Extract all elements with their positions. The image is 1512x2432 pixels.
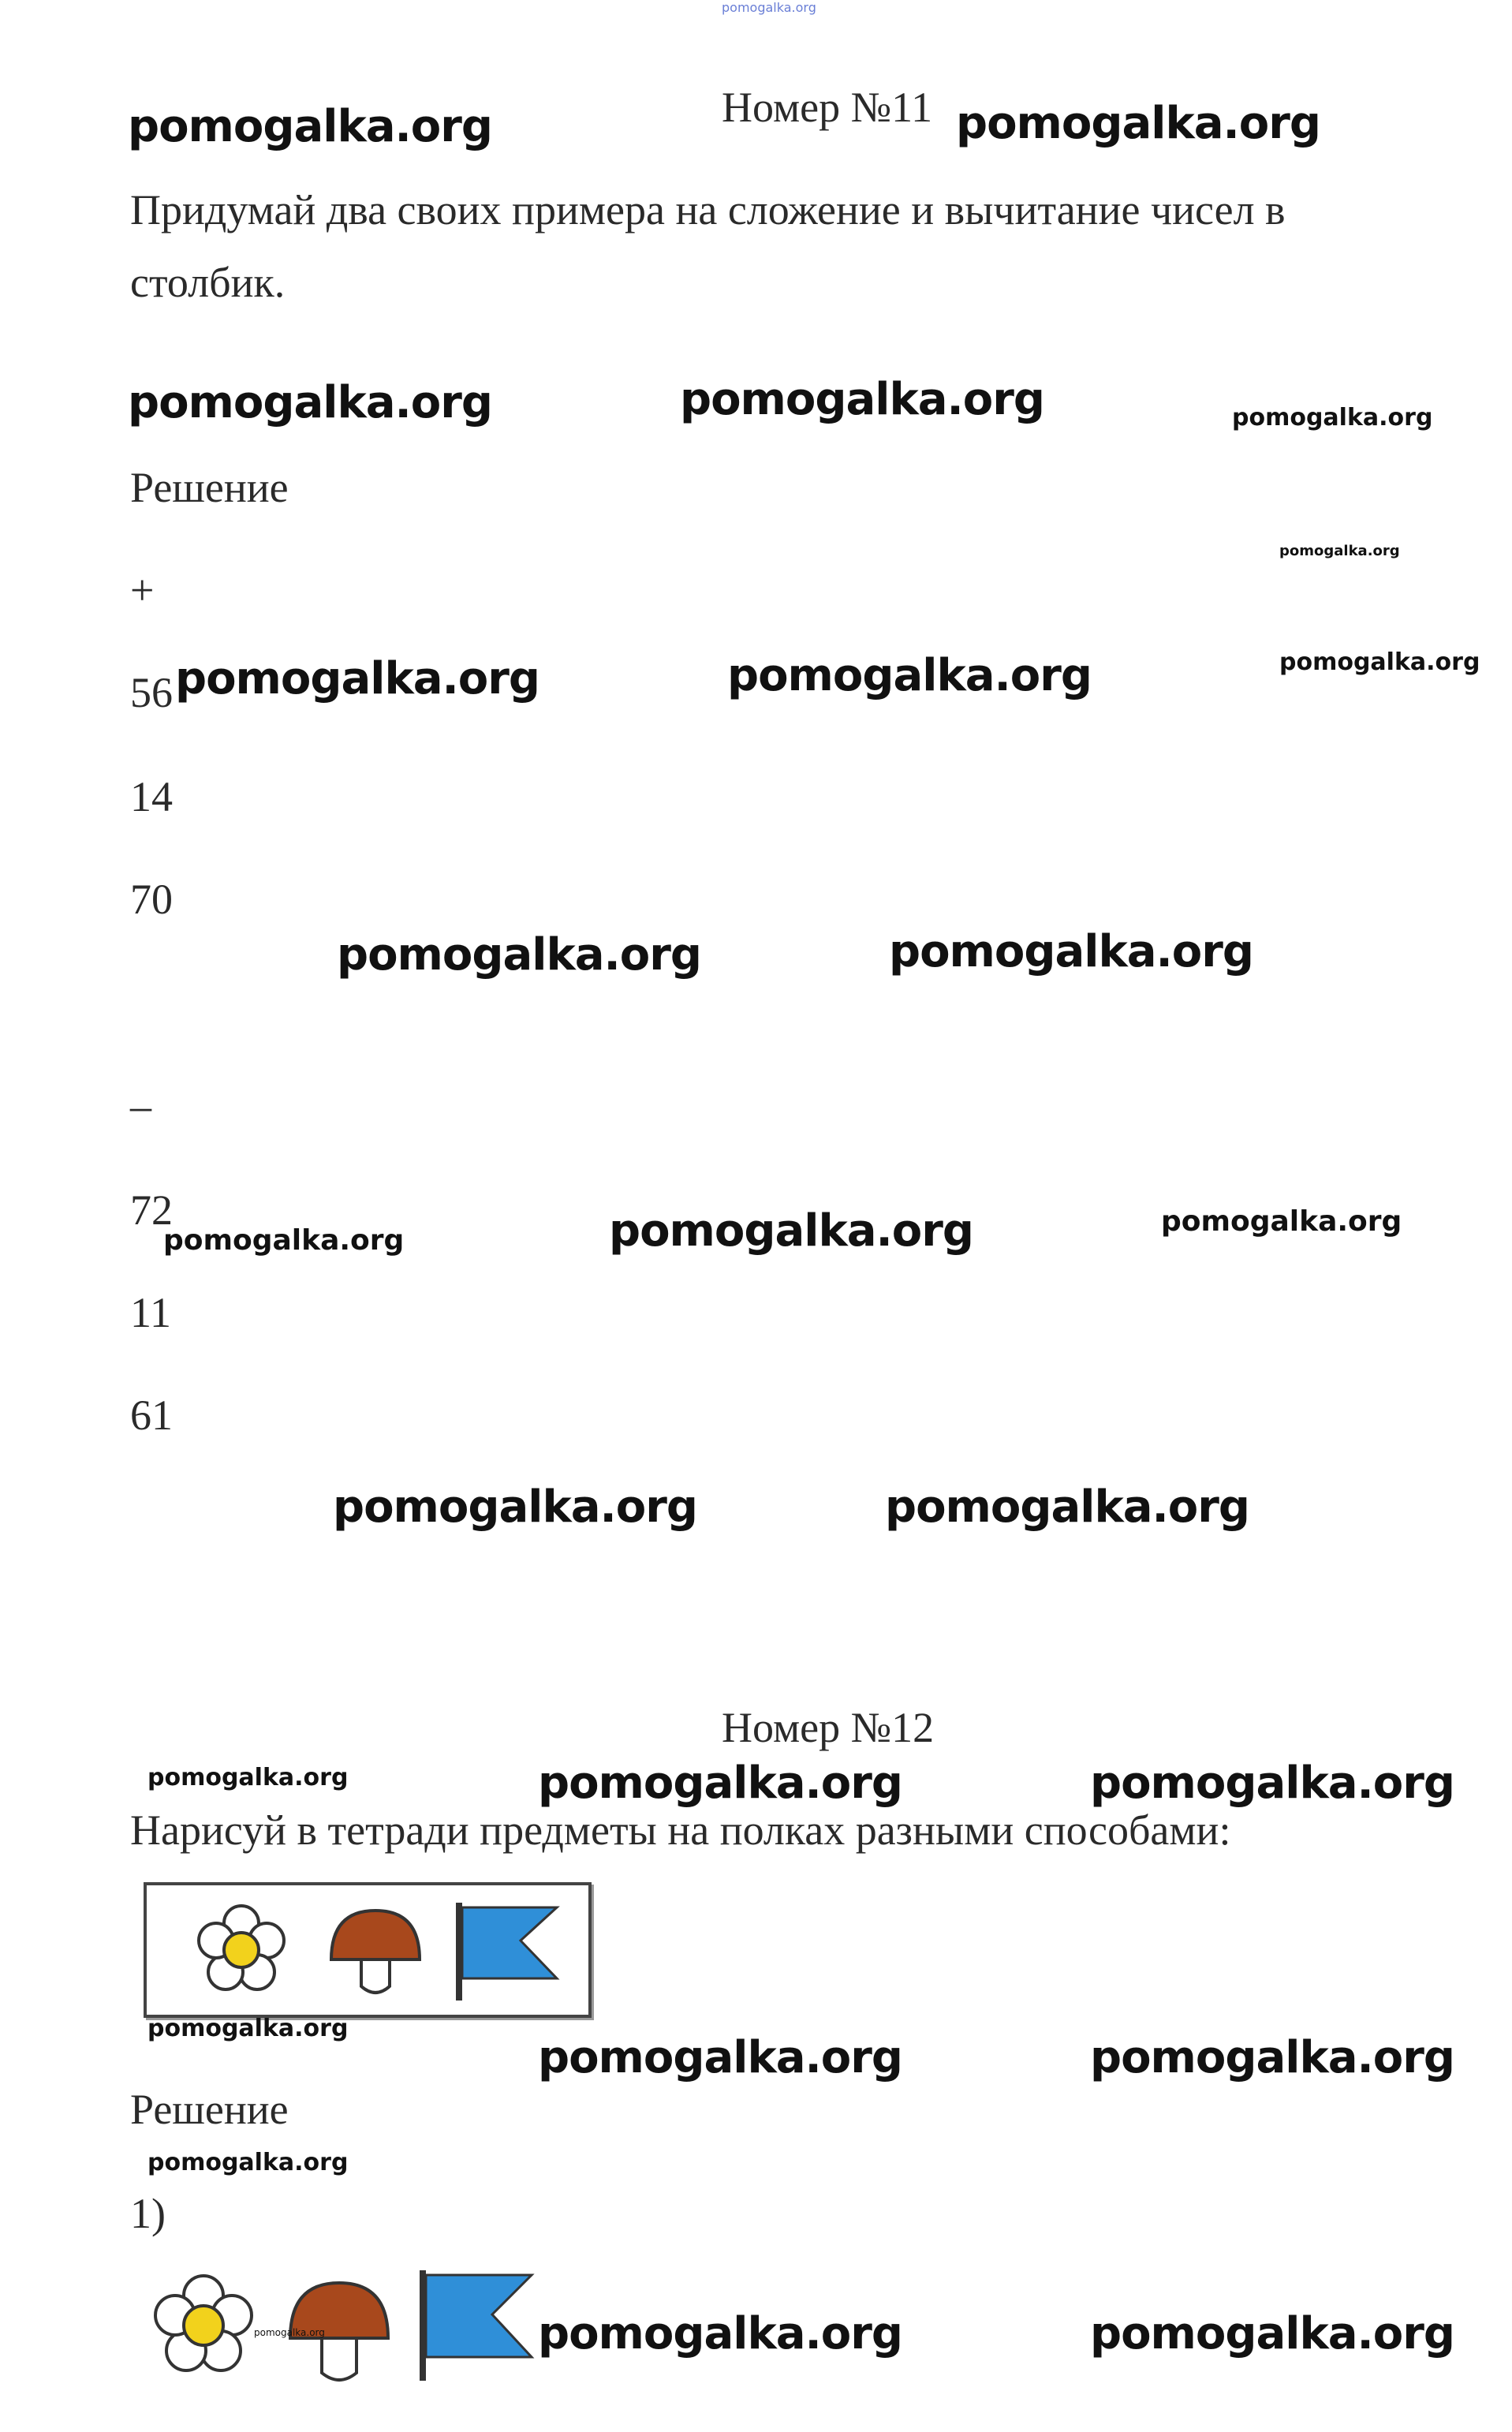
watermark: pomogalka.org [128, 377, 492, 428]
watermark: pomogalka.org [128, 101, 492, 152]
watermark: pomogalka.org [1232, 404, 1433, 431]
flower-icon [199, 1906, 284, 1989]
watermark: pomogalka.org [889, 926, 1253, 977]
subtraction-term-b: 11 [130, 1289, 171, 1336]
subtraction-result: 61 [130, 1392, 173, 1439]
watermark: pomogalka.org [1279, 648, 1480, 676]
subtraction-term-a: 72 [130, 1186, 173, 1234]
watermark: pomogalka.org [1161, 1205, 1402, 1238]
watermark: pomogalka.org [538, 1758, 902, 1809]
watermark: pomogalka.org [163, 1224, 405, 1257]
addition-sign: + [130, 566, 155, 614]
watermark: pomogalka.org [175, 653, 539, 704]
task11-text: Придумай два своих примера на сложение и вычитание чисел в столбик. [130, 186, 1286, 306]
watermark: pomogalka.org [333, 1481, 697, 1533]
watermark: pomogalka.org [1090, 2308, 1454, 2359]
flower-icon [155, 2276, 252, 2370]
watermark: pomogalka.org [538, 2308, 902, 2359]
watermark-top: pomogalka.org [722, 0, 816, 15]
task12-solution-label: Решение [130, 2086, 289, 2133]
solution-items [142, 2256, 552, 2390]
watermark: pomogalka.org [885, 1481, 1249, 1533]
task11-title: Номер №11 [722, 84, 933, 131]
mushroom-icon [331, 1911, 420, 1993]
task12-title: Номер №12 [722, 1704, 935, 1751]
task11-solution-label: Решение [130, 464, 289, 511]
task12-text: Нарисуй в тетради предметы на полках разными способами: [130, 1806, 1231, 1854]
watermark: pomogalka.org [147, 1764, 349, 1791]
watermark: pomogalka.org [147, 2149, 349, 2176]
shelf-box [144, 1882, 592, 2018]
item1-label: 1) [130, 2190, 166, 2237]
watermark: pomogalka.org [609, 1205, 973, 1257]
watermark: pomogalka.org [254, 2327, 325, 2338]
watermark: pomogalka.org [1090, 2032, 1454, 2083]
watermark: pomogalka.org [337, 929, 701, 981]
watermark: pomogalka.org [1090, 1758, 1454, 1809]
watermark: pomogalka.org [680, 374, 1044, 425]
shelf-items [147, 1885, 588, 2015]
addition-result: 70 [130, 876, 173, 923]
addition-term-a: 56 [130, 669, 173, 716]
subtraction-sign: – [130, 1082, 151, 1130]
watermark: pomogalka.org [538, 2032, 902, 2083]
watermark: pomogalka.org [727, 650, 1092, 701]
addition-term-b: 14 [130, 773, 173, 820]
flag-icon [420, 2270, 532, 2381]
flag-icon [456, 1903, 557, 2001]
watermark: pomogalka.org [956, 98, 1320, 149]
watermark: pomogalka.org [147, 2015, 349, 2042]
watermark: pomogalka.org [1279, 543, 1400, 559]
